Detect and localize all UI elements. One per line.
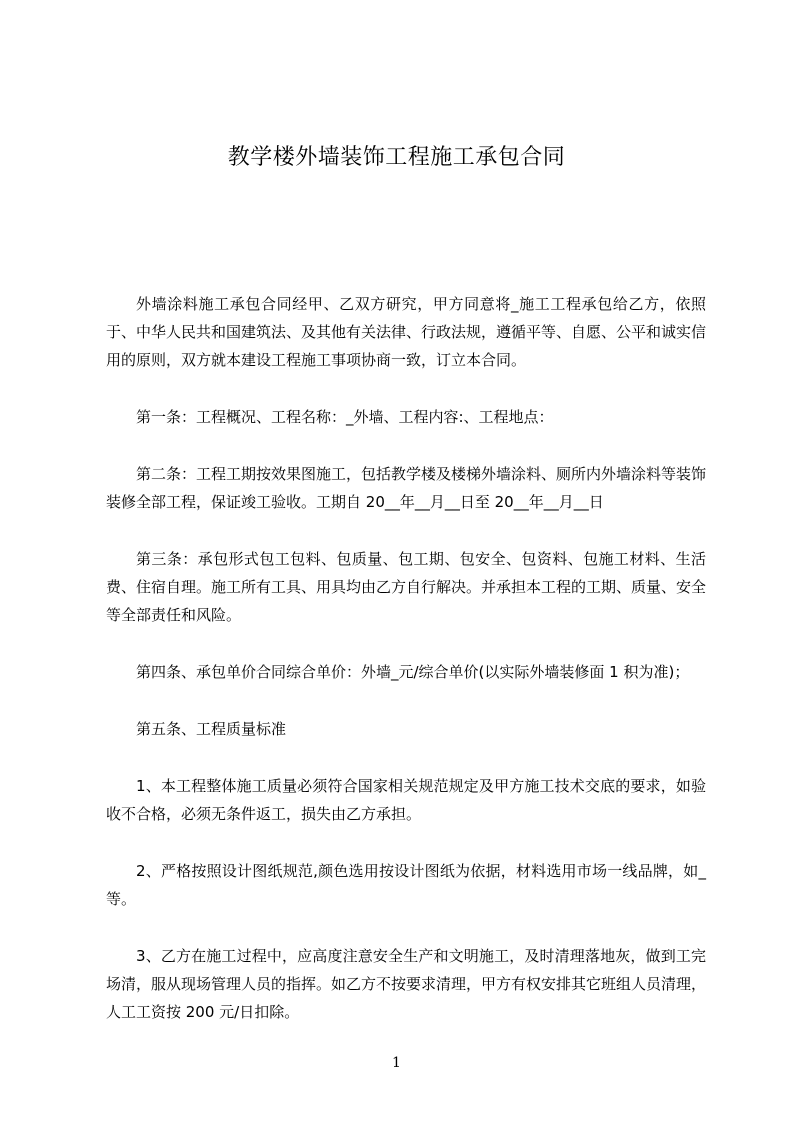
article-2-paragraph: 第二条：工程工期按效果图施工，包括教学楼及楼梯外墙涂料、厕所内外墙涂料等装饰装修全部工程，保证竣工验收。工期自 20__年__月__日至 20__年__月__日 — [106, 465, 707, 511]
article-5-heading: 第五条、工程质量标准 — [136, 720, 287, 738]
contract-title: 教学楼外墙装饰工程施工承包合同 — [227, 145, 566, 170]
quality-item-2: 2、严格按照设计图纸规范,颜色选用按设计图纸为依据，材料选用市场一线品牌，如_等。 — [106, 862, 706, 908]
contract-body — [106, 290, 706, 1026]
page-number: 1 — [392, 1055, 401, 1071]
preamble-paragraph: 外墙涂料施工承包合同经甲、乙双方研究，甲方同意将_施工工程承包给乙方，依照于、中华人民共和国建筑法、及其他有关法律、行政法规，遵循平等、自愿、公平和诚实信用的原则，双方就本建设工程施工事项协商一致，订立本合同。 — [106, 295, 707, 369]
article-3-paragraph: 第三条：承包形式包工包料、包质量、包工期、包安全、包资料、包施工材料、生活费、住宿自理。施工所有工具、用具均由乙方自行解决。并承担本工程的工期、质量、安全等全部责任和风险。 — [106, 550, 707, 624]
article-1-paragraph: 第一条：工程概况、工程名称：_外墙、工程内容:、工程地点： — [136, 408, 554, 426]
article-4-paragraph: 第四条、承包单价合同综合单价：外墙_元/综合单价(以实际外墙装修面 1 积为准)； — [136, 663, 690, 681]
quality-item-1: 1、本工程整体施工质量必须符合国家相关规范规定及甲方施工技术交底的要求，如验收不合格，必须无条件返工，损失由乙方承担。 — [106, 777, 706, 823]
quality-item-3: 3、乙方在施工过程中，应高度注意安全生产和文明施工，及时清理落地灰，做到工完场清，服从现场管理人员的指挥。如乙方不按要求清理，甲方有权安排其它班组人员清理，人工工资按 200 元/日扣除。 — [106, 947, 707, 1021]
